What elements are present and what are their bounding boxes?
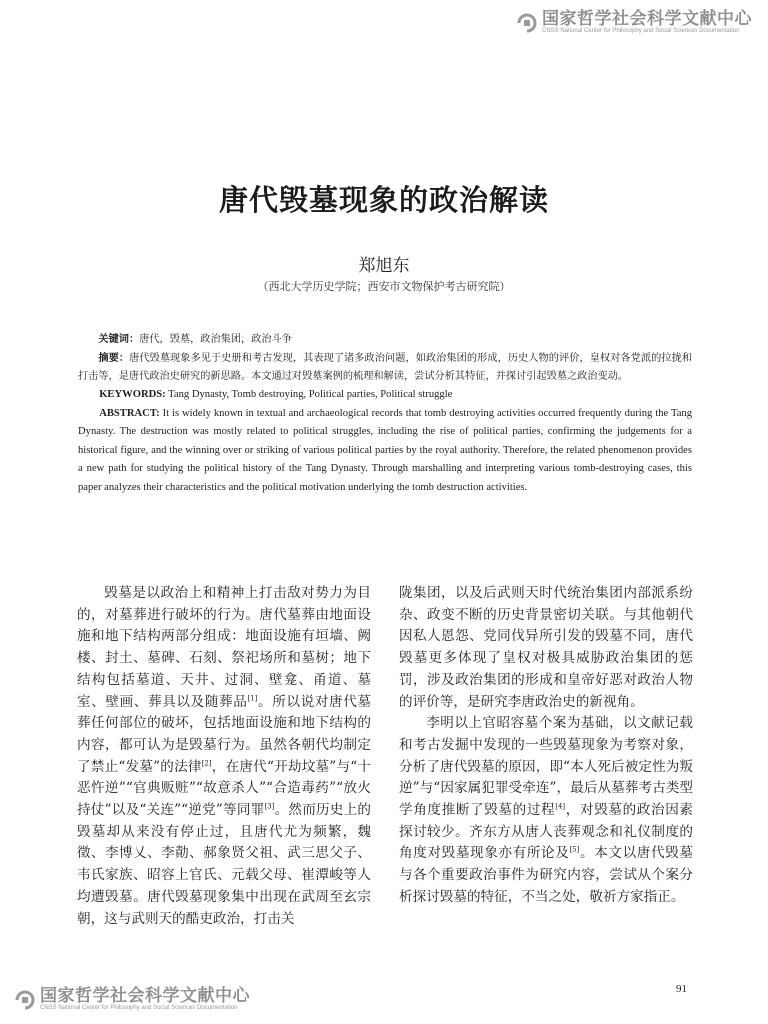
body-paragraph-2: 李明以上官昭容墓个案为基础，以文献记载和考古发掘中发现的一些毁墓现象为考察对象，分析了唐代毁墓的原因，即“本人死后被定性为叛逆”与“因家属犯罪受牵连”，最后从墓葬考古类型学角度推断了毁墓的过程[4]，对毁墓的政治因素探讨较少。齐东方从唐人丧葬观念和礼仪制度的角度对毁墓现象亦有所论及[5]。本文以唐代毁墓与各个重要政治事件为研究内容，尝试从个案分析探讨毁墓的特征，不当之处，敬祈方家指正。 [399,715,694,905]
body-paragraph-1: 毁墓是以政治上和精神上打击敌对势力为目的，对墓葬进行破坏的行为。唐代墓葬由地面设施和地下结构两部分组成：地面设施有垣墙、阙楼、封土、墓碑、石刻、祭祀场所和墓树；地下结构包括墓道、天井、过洞、壁龛、甬道、墓室、壁画、葬具以及随葬品[1]。所以说对唐代墓葬任何部位的破坏，包括地面设施和地下结构的内容，都可认为是毁墓行为。虽然各朝代均制定了禁止“发墓”的法律[2]，在唐代“开劫坟墓”与“十恶忤逆”“官典贩赃”“故意杀人”“合造毒药”“放火持仗”以及“关连”“逆党”等同罪[3]。然而历史上的毁墓却从来没有停止过，且唐代尤为频繁，魏徵、李博乂、李勣、郝象贤父祖、武三思父子、韦氏家族、昭容上官氏、元载父母、崔潭峻等人均遭毁墓。唐代毁墓现象集中出现在武周至玄宗朝，这与武则天的酷吏政治，打击关 [77,585,372,927]
abstract-en: ABSTRACT: It is widely known in textual and archaeological records that tomb destroying activities occurred frequently during the Tang Dynasty. The destruction was mostly related to political struggles, including the rise of political parties, confirming the judgements for a historical figure, and the winning over or striking of various political parties by the royal authority. Therefore, the related phenomenon provides a new path for studying the political history of the Tang Dynasty. Through marshalling and interpreting various tomb-destroying cases, this paper analyzes their characteristics and the political motivation underlying the tomb destruction activities. [78,407,692,493]
logo-mark-icon [14,989,36,1011]
header-logo [516,10,752,35]
body-column-right [399,583,693,909]
citation-1[interactable]: [1] [247,693,258,702]
page-number: 91 [676,983,687,995]
citation-4[interactable]: [4] [555,802,566,811]
logo-en-text: CNSS National Center for Philosophy and Social Sciences Documentation [542,28,740,34]
logo-cn-text: 国家哲学社会科学文献中心 [40,986,250,1006]
paper-author: 郑旭东 [358,256,410,276]
abstract-cn: 摘要：唐代毁墓现象多见于史册和考古发现，其表现了诸多政治问题，如政治集团的形成，历史人物的评价，皇权对各党派的拉拢和打击等，是唐代政治史研究的新思路。本文通过对毁墓案例的梳理和解读，尝试分析其特征，并探讨引起毁墓之政治变动。 [78,352,693,382]
logo-cn-text: 国家哲学社会科学文献中心 [542,9,752,29]
citation-2[interactable]: [2] [201,759,212,768]
body-column-left [77,583,371,930]
keywords-en: KEYWORDS: Tang Dynasty, Tomb destroying, Political parties, Political struggle [99,389,453,400]
paper-title: 唐代毁墓现象的政治解读 [218,183,549,217]
abstract-block [78,330,692,498]
logo-en-text: CNSS National Center for Philosophy and Social Sciences Documentation [40,1005,238,1011]
footer-logo [14,987,250,1012]
citation-3[interactable]: [3] [264,802,275,811]
paper-affiliation: （西北大学历史学院；西安市文物保护考古研究院） [257,280,511,293]
body-paragraph-1-cont: 陇集团，以及后武则天时代统治集团内部派系纷杂、政变不断的历史背景密切关联。与其他朝代因私人恩怨、党同伐异所引发的毁墓不同，唐代毁墓更多体现了皇权对极具威胁政治集团的惩罚，涉及政治集团的形成和皇帝好恶对政治人物的评价等，是研究李唐政治史的新视角。 [399,585,693,710]
logo-mark-icon [516,12,538,34]
citation-5[interactable]: [5] [569,845,580,854]
keywords-cn: 关键词：唐代，毁墓，政治集团，政治斗争 [98,333,292,345]
